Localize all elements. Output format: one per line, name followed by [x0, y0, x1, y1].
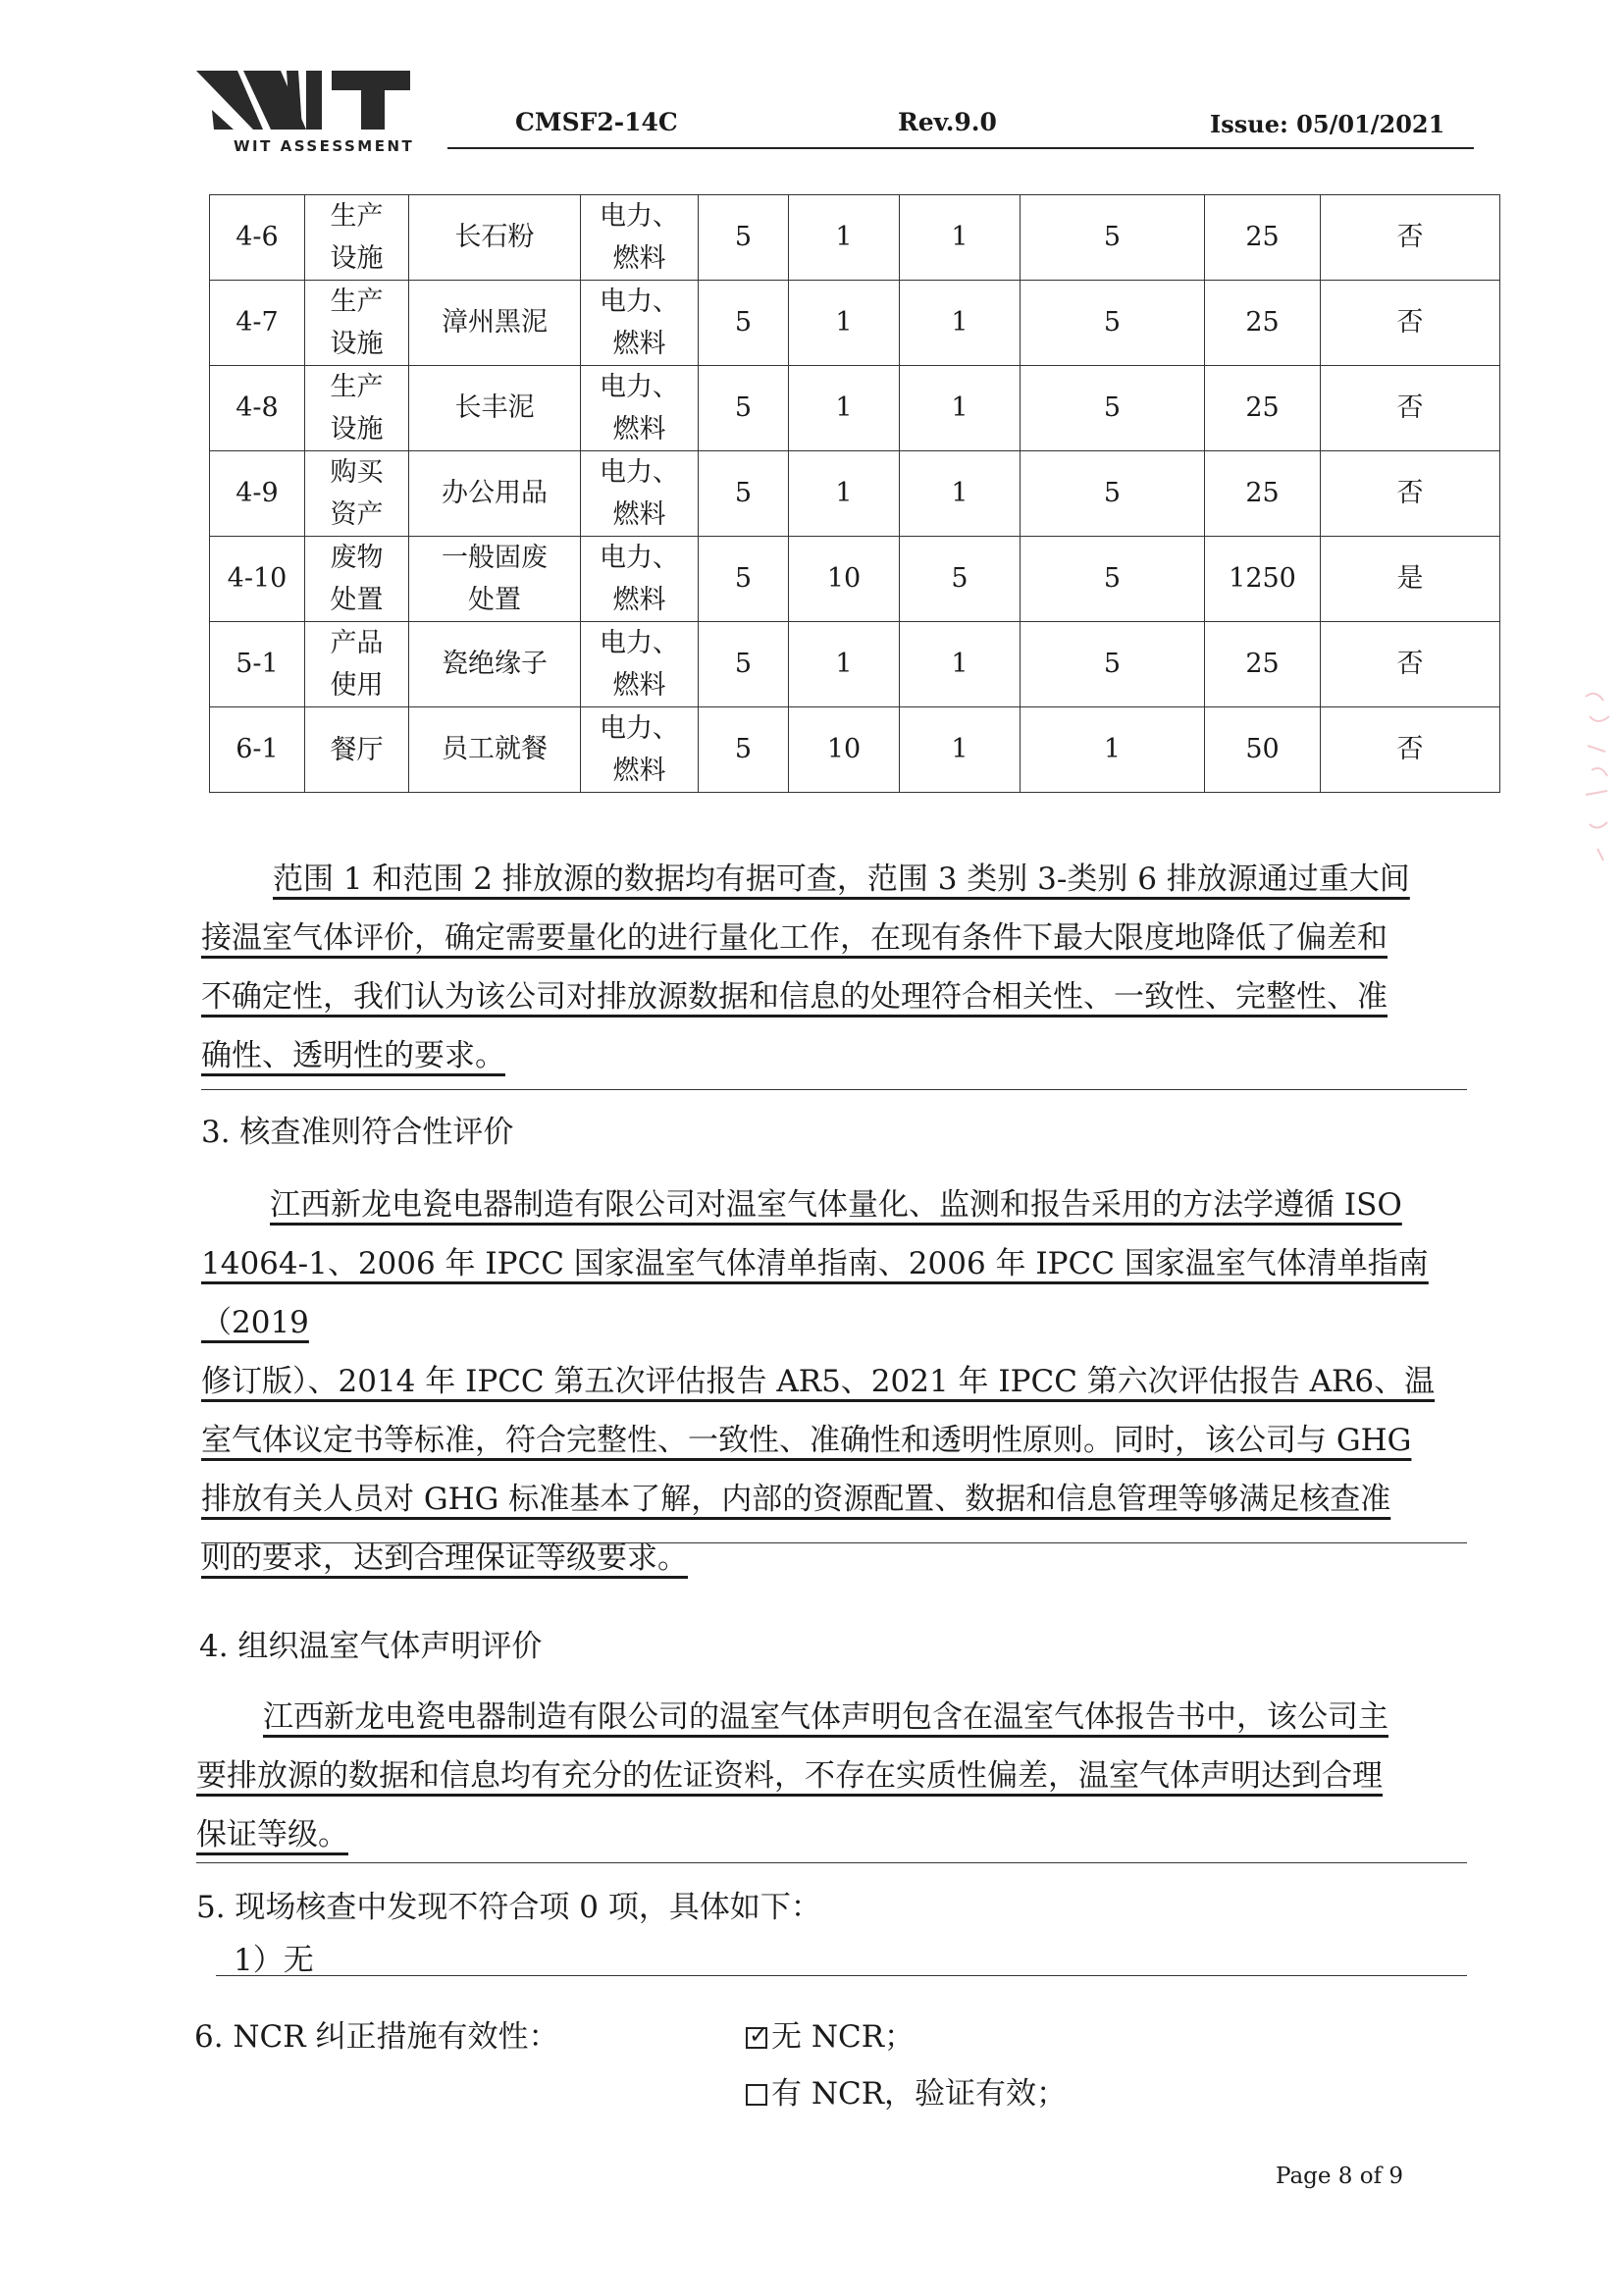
table-cell-c4: 5 [1021, 195, 1205, 281]
table-cell-c2: 10 [789, 537, 900, 622]
table-cell-source: 办公用品 [409, 451, 581, 537]
table-cell-source: 瓷绝缘子 [409, 622, 581, 707]
table-row [210, 537, 1500, 622]
divider [201, 1089, 1467, 1090]
divider [216, 1975, 1467, 1976]
table-cell-score: 25 [1205, 366, 1321, 451]
table-cell-energy: 电力、 燃料 [581, 451, 699, 537]
text-line: 保证等级。 [196, 1817, 348, 1852]
table-row [210, 366, 1500, 451]
table-cell-c2: 1 [789, 622, 900, 707]
divider [196, 1862, 1467, 1863]
table-cell-c3: 1 [900, 707, 1021, 793]
table-row [210, 622, 1500, 707]
table-cell-id: 4-6 [210, 195, 305, 281]
table-cell-energy: 电力、 燃料 [581, 366, 699, 451]
section2-paragraph [201, 850, 1467, 1085]
text-line: 则的要求，达到合理保证等级要求。 [201, 1540, 688, 1576]
table-cell-energy: 电力、 燃料 [581, 281, 699, 366]
table-cell-c1: 5 [699, 195, 789, 281]
table-cell-c1: 5 [699, 537, 789, 622]
table-cell-significant: 否 [1321, 366, 1500, 451]
table-cell-c3: 5 [900, 537, 1021, 622]
table-cell-c3: 1 [900, 451, 1021, 537]
table-cell-c3: 1 [900, 195, 1021, 281]
table-cell-category: 生产 设施 [305, 281, 409, 366]
section3-heading: 3. 核查准则符合性评价 [201, 1115, 514, 1150]
table-cell-source: 一般固废 处置 [409, 537, 581, 622]
section5-heading: 5. 现场核查中发现不符合项 0 项，具体如下： [196, 1890, 821, 1925]
table-cell-id: 4-10 [210, 537, 305, 622]
table-row [210, 195, 1500, 281]
checked-box-icon[interactable] [746, 2027, 767, 2049]
table-cell-score: 1250 [1205, 537, 1321, 622]
section3-paragraph [201, 1175, 1467, 1588]
table-cell-c3: 1 [900, 281, 1021, 366]
text-line: 接温室气体评价，确定需要量化的进行量化工作，在现有条件下最大限度地降低了偏差和 [201, 920, 1387, 956]
table-cell-c1: 5 [699, 451, 789, 537]
section4-heading: 4. 组织温室气体声明评价 [199, 1629, 543, 1664]
table-cell-source: 长丰泥 [409, 366, 581, 451]
table-cell-score: 25 [1205, 622, 1321, 707]
table-cell-category: 购买 资产 [305, 451, 409, 537]
table-cell-id: 4-9 [210, 451, 305, 537]
table-cell-c2: 1 [789, 195, 900, 281]
table-cell-c2: 10 [789, 707, 900, 793]
table-cell-id: 6-1 [210, 707, 305, 793]
section5-item: 1）无 [234, 1943, 314, 1978]
table-cell-energy: 电力、 燃料 [581, 707, 699, 793]
table-cell-c4: 1 [1021, 707, 1205, 793]
text-line: 确性、透明性的要求。 [201, 1038, 505, 1073]
table-cell-id: 4-8 [210, 366, 305, 451]
text-line: 要排放源的数据和信息均有充分的佐证资料，不存在实质性偏差，温室气体声明达到合理 [196, 1758, 1383, 1794]
emission-source-table [209, 194, 1500, 793]
table-row [210, 451, 1500, 537]
table-cell-energy: 电力、 燃料 [581, 537, 699, 622]
table-cell-source: 漳州黑泥 [409, 281, 581, 366]
doc-issue-date: Issue: 05/01/2021 [1210, 110, 1445, 138]
doc-code: CMSF2-14C [515, 108, 678, 136]
table-cell-c3: 1 [900, 622, 1021, 707]
table-cell-significant: 否 [1321, 707, 1500, 793]
stamp-mark-icon [1578, 677, 1617, 873]
table-cell-score: 25 [1205, 451, 1321, 537]
table-cell-category: 废物 处置 [305, 537, 409, 622]
text-line: 江西新龙电瓷电器制造有限公司的温室气体声明包含在温室气体报告书中，该公司主 [263, 1699, 1388, 1735]
table-cell-source: 长石粉 [409, 195, 581, 281]
page-number: Page 8 of 9 [1276, 2164, 1404, 2189]
table-cell-energy: 电力、 燃料 [581, 622, 699, 707]
table-cell-c4: 5 [1021, 451, 1205, 537]
table-cell-id: 4-7 [210, 281, 305, 366]
table-cell-c1: 5 [699, 707, 789, 793]
table-cell-c2: 1 [789, 281, 900, 366]
header-rule [447, 147, 1474, 149]
doc-revision: Rev.9.0 [898, 108, 997, 136]
text-line: 范围 1 和范围 2 排放源的数据均有据可查，范围 3 类别 3-类别 6 排放源通过重大间 [273, 861, 1410, 897]
table-cell-category: 生产 设施 [305, 195, 409, 281]
table-cell-c4: 5 [1021, 281, 1205, 366]
table-cell-source: 员工就餐 [409, 707, 581, 793]
text-line: 修订版）、2014 年 IPCC 第五次评估报告 AR5、2021 年 IPCC 第六次评估报告 AR6、温 [201, 1364, 1436, 1399]
table-cell-energy: 电力、 燃料 [581, 195, 699, 281]
table-row [210, 707, 1500, 793]
option-ncr-verified[interactable] [746, 2068, 1067, 2113]
table-cell-significant: 否 [1321, 622, 1500, 707]
text-line: 排放有关人员对 GHG 标准基本了解，内部的资源配置、数据和信息管理等够满足核查准 [201, 1482, 1391, 1517]
empty-box-icon[interactable] [746, 2084, 767, 2106]
logo-text: WIT ASSESSMENT [234, 137, 415, 155]
text-line: 14064-1、2006 年 IPCC 国家温室气体清单指南、2006 年 IPCC 国家温室气体清单指南（2019 [201, 1246, 1429, 1340]
text-line: 室气体议定书等标准，符合完整性、一致性、准确性和透明性原则。同时，该公司与 GHG [201, 1423, 1412, 1458]
table-cell-score: 50 [1205, 707, 1321, 793]
text-line: 江西新龙电瓷电器制造有限公司对温室气体量化、监测和报告采用的方法学遵循 ISO [270, 1187, 1402, 1223]
table-cell-score: 25 [1205, 195, 1321, 281]
option-no-ncr[interactable] [746, 2011, 915, 2056]
table-row [210, 281, 1500, 366]
text-line: 不确定性，我们认为该公司对排放源数据和信息的处理符合相关性、一致性、完整性、准 [201, 979, 1387, 1015]
table-cell-c1: 5 [699, 366, 789, 451]
section4-paragraph [196, 1688, 1462, 1864]
table-cell-c2: 1 [789, 366, 900, 451]
table-cell-c1: 5 [699, 281, 789, 366]
option-label: 无 NCR； [771, 2019, 916, 2055]
table-cell-significant: 否 [1321, 195, 1500, 281]
table-cell-c2: 1 [789, 451, 900, 537]
table-cell-c4: 5 [1021, 537, 1205, 622]
table-cell-significant: 否 [1321, 281, 1500, 366]
table-cell-significant: 否 [1321, 451, 1500, 537]
table-cell-significant: 是 [1321, 537, 1500, 622]
table-cell-c4: 5 [1021, 622, 1205, 707]
divider [201, 1542, 1467, 1543]
table-cell-category: 生产 设施 [305, 366, 409, 451]
table-cell-c3: 1 [900, 366, 1021, 451]
table-cell-id: 5-1 [210, 622, 305, 707]
table-cell-c4: 5 [1021, 366, 1205, 451]
page-header [196, 59, 1472, 167]
table-cell-category: 餐厅 [305, 707, 409, 793]
option-label: 有 NCR，验证有效； [771, 2076, 1068, 2112]
table-cell-c1: 5 [699, 622, 789, 707]
table-cell-category: 产品 使用 [305, 622, 409, 707]
section6-label: 6. NCR 纠正措施有效性： [194, 2019, 559, 2055]
table-cell-score: 25 [1205, 281, 1321, 366]
